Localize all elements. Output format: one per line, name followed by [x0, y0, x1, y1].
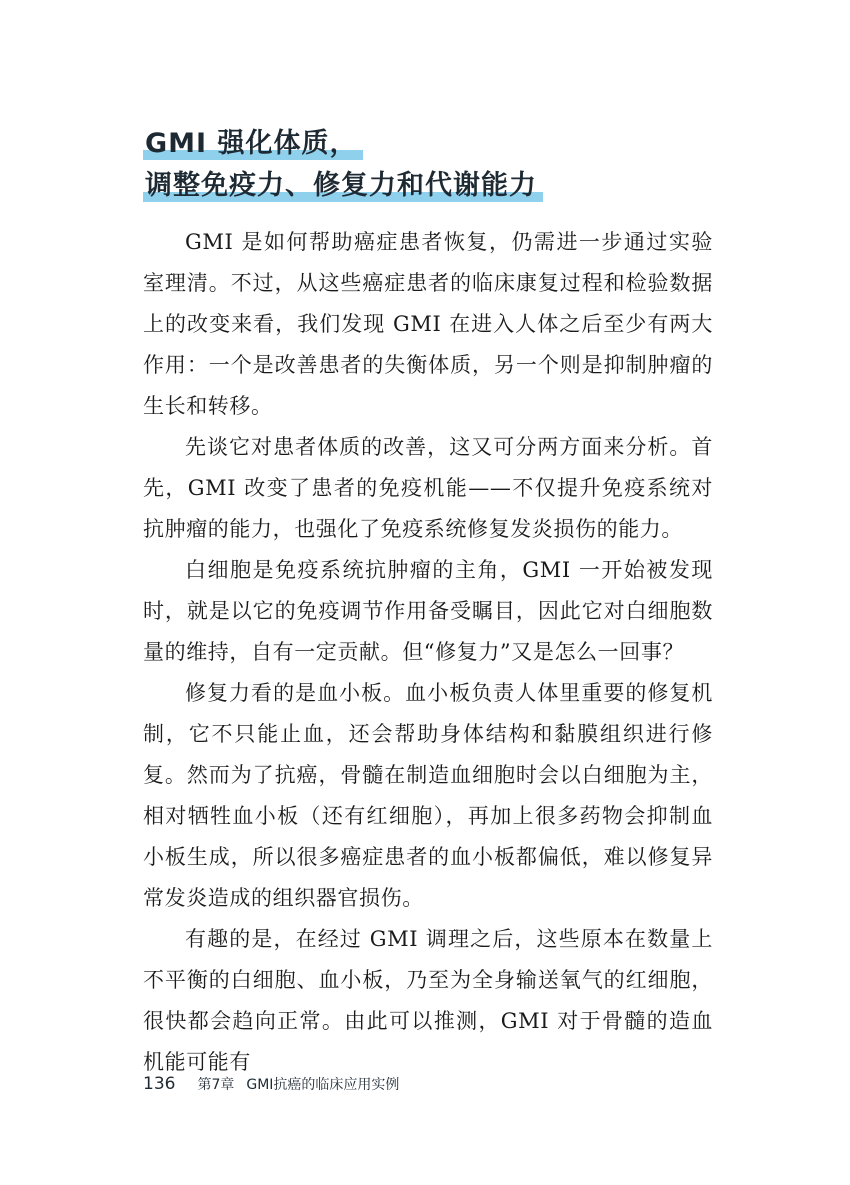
paragraph-3: 白细胞是免疫系统抗肿瘤的主角，GMI 一开始被发现时，就是以它的免疫调节作用备受瞩目，因此它对白细胞数量的维持，自有一定贡献。但“修复力”又是怎么一回事？ [143, 558, 713, 664]
section-heading [143, 124, 743, 206]
paragraph-4: 修复力看的是血小板。血小板负责人体里重要的修复机制，它不只能止血，还会帮助身体结构和黏膜组织进行修复。然而为了抗癌，骨髓在制造血细胞时会以白细胞为主，相对牺牲血小板（还有红细胞），再加上很多药物会抑制血小板生成，所以很多癌症患者的血小板都偏低，难以修复异常发炎造成的组织器官损伤。 [143, 681, 713, 910]
paragraph-5: 有趣的是，在经过 GMI 调理之后，这些原本在数量上不平衡的白细胞、血小板，乃至为全身输送氧气的红细胞，很快都会趋向正常。由此可以推测，GMI 对于骨髓的造血机能可能有 [143, 927, 713, 1074]
paragraph-1: GMI 是如何帮助癌症患者恢复，仍需进一步通过实验室理清。不过，从这些癌症患者的临床康复过程和检验数据上的改变来看，我们发现 GMI 在进入人体之后至少有两大作用：一个是改善患者的失衡体质，另一个则是抑制肿瘤的生长和转移。 [143, 230, 713, 418]
page-footer [143, 1074, 399, 1094]
paragraph-2: 先谈它对患者体质的改善，这又可分两方面来分析。首先，GMI 改变了患者的免疫机能——不仅提升免疫系统对抗肿瘤的能力，也强化了免疫系统修复发炎损伤的能力。 [143, 435, 713, 541]
heading-line-1: GMI 强化体质， [143, 124, 359, 164]
page-number: 136 [143, 1074, 176, 1094]
chapter-label: 第7章 [197, 1077, 235, 1093]
chapter-title: GMI抗癌的临床应用实例 [246, 1077, 400, 1093]
body-text [143, 222, 713, 1083]
heading-line-2: 调整免疫力、修复力和代谢能力 [143, 166, 539, 206]
